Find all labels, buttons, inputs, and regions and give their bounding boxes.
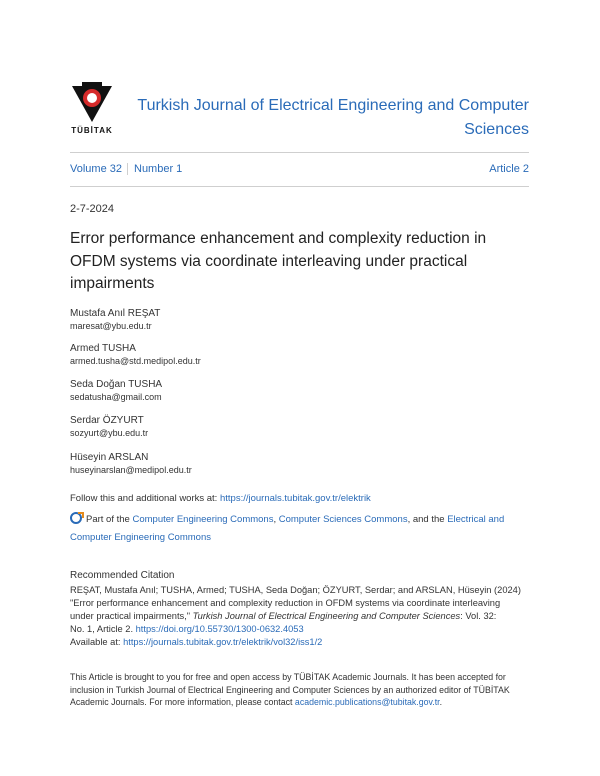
article-link[interactable]: Article 2 [489,163,529,175]
number-link[interactable]: Number 1 [134,163,183,175]
doi-link[interactable]: https://doi.org/10.55730/1300-0632.4053 [135,624,304,634]
author-entry [70,414,148,440]
electrical-computer-engineering-commons-link[interactable]: Electrical and [447,514,505,525]
available-at-link[interactable]: https://journals.tubitak.gov.tr/elektrik/vol32/iss1/2 [123,637,323,647]
author-name: Armed TUSHA [70,343,136,354]
follow-line: Follow this and additional works at: https://journals.tubitak.gov.tr/elektrik [70,493,371,504]
author-name: Seda Doğan TUSHA [70,379,163,390]
computer-sciences-commons-link[interactable]: Computer Sciences Commons [278,514,408,525]
author-entry [70,378,162,404]
meta-separator [127,163,128,175]
divider-meta [70,186,529,187]
author-name: Mustafa Anıl REŞAT [70,308,161,319]
author-email[interactable]: sedatusha@gmail.com [70,392,162,402]
electrical-computer-engineering-commons-link-cont[interactable]: Computer Engineering Commons [70,532,211,543]
citation-body: REŞAT, Mustafa Anıl; TUSHA, Armed; TUSHA, Seda Doğan; ÖZYURT, Serdar; and ARSLAN, Hüseyin (2024) "Error performance enhancement and complexity reduction in OFDM systems via coordinate interleaving under practical impairments," Turkish Journal of Electrical Engineering and Computer Sciences: Vol. 32: No. 1, Article 2. https://doi.org/10.55730/1300-0632.4053 Available at: https://journals.tubitak.gov.tr/elektrik/vol32/iss1/2 [70,585,521,647]
author-email[interactable]: armed.tusha@std.medipol.edu.tr [70,356,201,366]
author-email[interactable]: maresat@ybu.edu.tr [70,321,152,331]
commons-icon [70,512,84,530]
author-email[interactable]: sozyurt@ybu.edu.tr [70,428,149,438]
author-name: Serdar ÖZYURT [70,415,144,426]
footer-note: This Article is brought to you for free and open access by TÜBİTAK Academic Journals. It has been accepted for inclusion in Turkish Journal of Electrical Engineering and Computer Sciences by an authorized editor of TÜBİTAK Academic Journals. For more information, please contact academic.publications@tubitak.gov.tr. [70,672,510,707]
author-entry [70,307,160,333]
divider-top [70,152,529,153]
author-email[interactable]: huseyinarslan@medipol.edu.tr [70,465,192,475]
tubitak-logo [68,80,116,140]
computer-engineering-commons-link[interactable]: Computer Engineering Commons [132,514,274,525]
author-entry [70,451,192,477]
publication-date: 2-7-2024 [70,203,115,215]
journal-title[interactable]: Turkish Journal of Electrical Engineering and Computer Sciences [137,97,529,138]
part-of: Part of the Computer Engineering Commons, Computer Sciences Commons, and the Electrical and Computer Engineering Commons [70,514,505,543]
citation-heading: Recommended Citation [70,570,175,581]
author-entry [70,342,201,368]
author-name: Hüseyin ARSLAN [70,452,149,463]
logo-text: TÜBİTAK [71,126,113,135]
article-title: Error performance enhancement and complexity reduction in OFDM systems via coordinate interleaving under practical impairments [70,230,487,292]
volume-link[interactable]: Volume 32 [70,163,122,175]
follow-link[interactable]: https://journals.tubitak.gov.tr/elektrik [219,493,371,504]
contact-email-link[interactable]: academic.publications@tubitak.gov.tr [294,697,440,707]
